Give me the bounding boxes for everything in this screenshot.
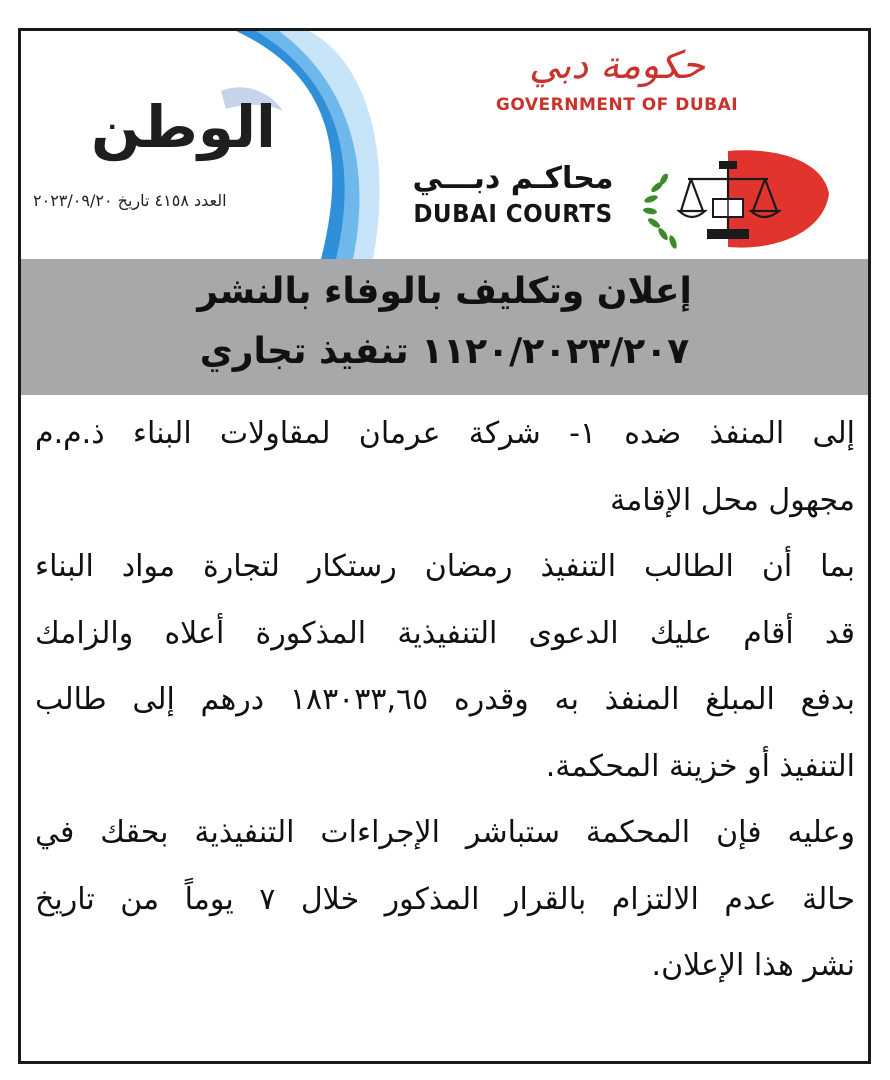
government-of-dubai-logo [477, 39, 757, 139]
courts-name-english: DUBAI COURTS [413, 199, 613, 228]
body-line: إلى المنفذ ضده ١- شركة عرمان لمقاولات البناء ذ.م.م [35, 416, 855, 451]
newspaper-issue-date: العدد ٤١٥٨ تاريخ ٢٠٢٣/٠٩/٢٠ [33, 191, 227, 210]
notice-frame [18, 28, 871, 1064]
body-line: بما أن الطالب التنفيذ رمضان رستكار لتجارة مواد البناء [35, 549, 855, 584]
body-line: التنفيذ أو خزينة المحكمة. [545, 748, 855, 784]
government-name-arabic: حكومة دبي [528, 43, 706, 87]
case-number: ١١٢٠/٢٠٢٣/٢٠٧ تنفيذ تجاري [199, 331, 690, 372]
body-line: قد أقام عليك الدعوى التنفيذية المذكورة أعلاه والزامك [35, 615, 855, 651]
notice-title-band [21, 259, 868, 395]
newspaper-masthead [21, 31, 381, 259]
body-line: بدفع المبلغ المنفذ به وقدره ١٨٣٠٣٣,٦٥ درهم إلى طالب [35, 682, 855, 717]
government-name-english: GOVERNMENT OF DUBAI [495, 95, 739, 115]
dubai-courts-wordmark [403, 161, 623, 228]
dubai-courts-emblem-icon [633, 139, 833, 257]
notice-title: إعلان وتكليف بالوفاء بالنشر [197, 271, 692, 312]
body-line: حالة عدم الالتزام بالقرار المذكور خلال ٧ يوماً من تاريخ [35, 881, 855, 917]
notice-body [35, 401, 855, 1000]
courts-name-arabic: محاكـم دبـــي [412, 161, 614, 196]
body-line: نشر هذا الإعلان. [651, 948, 855, 983]
body-line: وعليه فإن المحكمة ستباشر الإجراءات التنفيذية بحقك في [35, 815, 855, 850]
body-line: مجهول محل الإقامة [610, 482, 855, 518]
notice-header [21, 31, 868, 259]
newspaper-name: الوطن [91, 93, 276, 161]
